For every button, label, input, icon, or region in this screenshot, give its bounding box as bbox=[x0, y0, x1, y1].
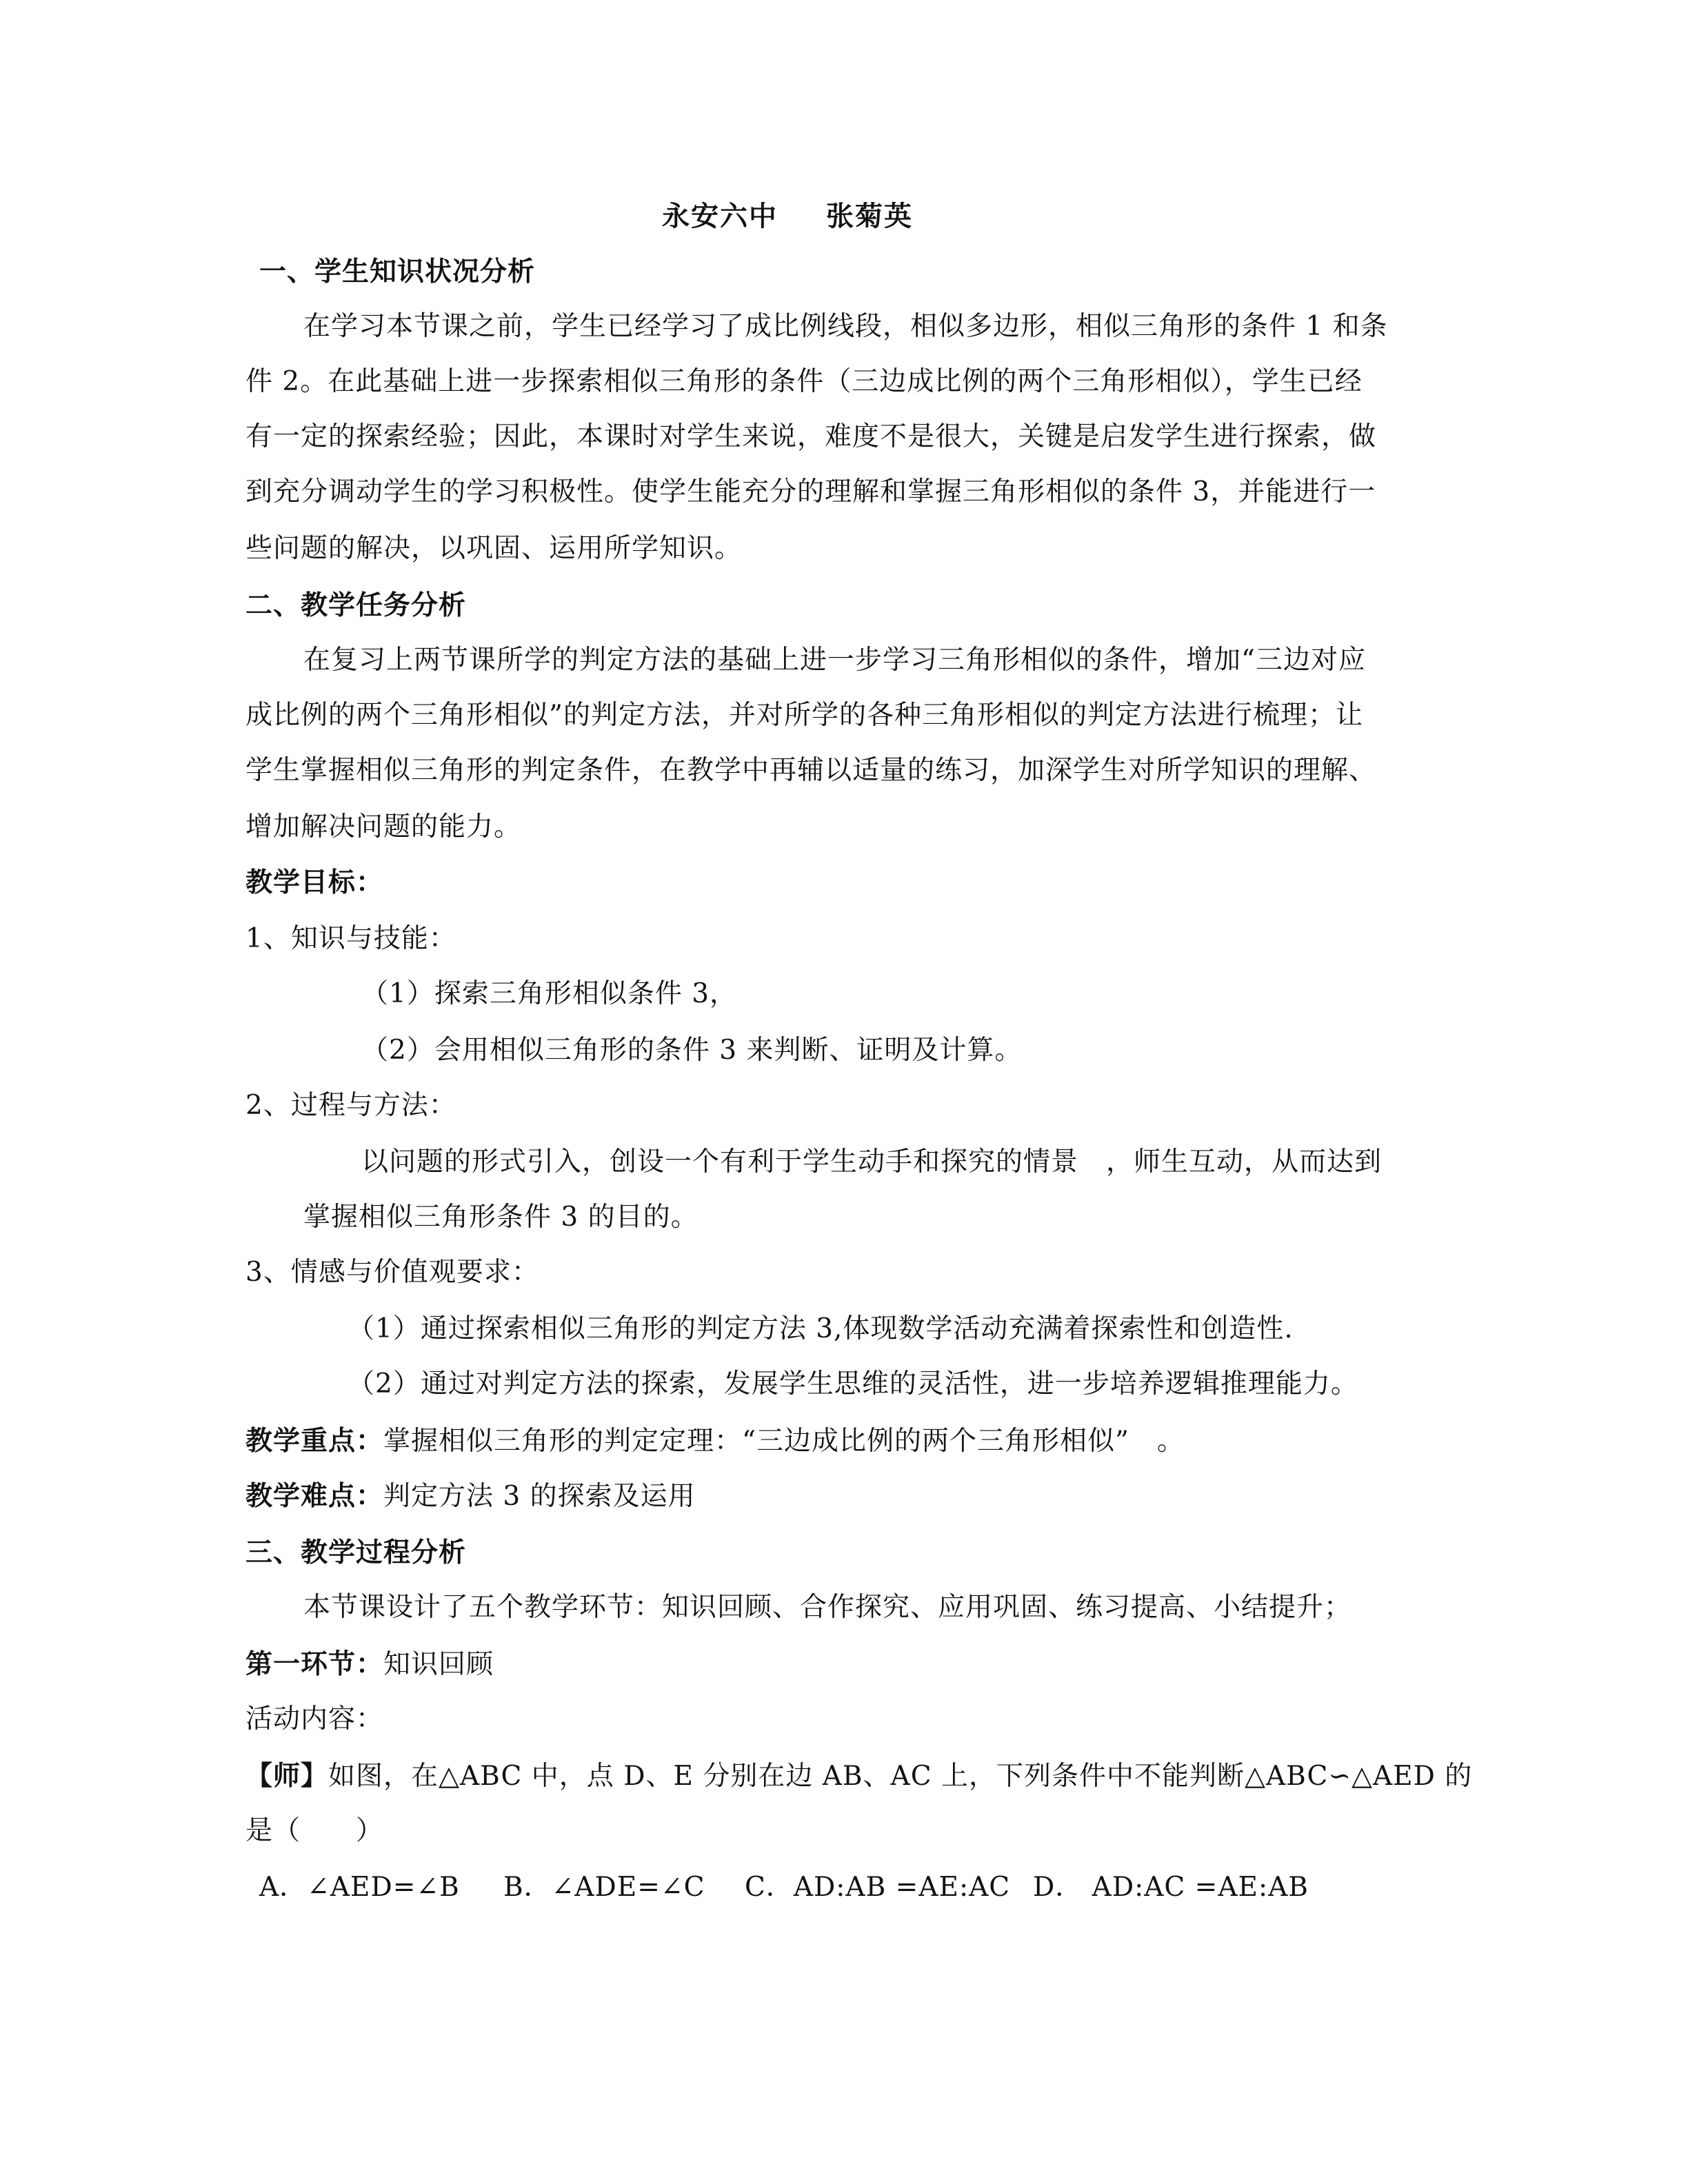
goal-item-1a: （1）探索三角形相似条件 3， bbox=[361, 978, 738, 1009]
section-3-intro: 本节课设计了五个教学环节：知识回顾、合作探究、应用巩固、练习提高、小结提升； bbox=[303, 1592, 1352, 1623]
question-line-2: 是（ ） bbox=[245, 1815, 384, 1846]
goal-item-1b: （2）会用相似三角形的条件 3 来判断、证明及计算。 bbox=[361, 1035, 1023, 1066]
goal-item-2b: 掌握相似三角形条件 3 的目的。 bbox=[303, 1202, 699, 1233]
goals-heading: 教学目标： bbox=[245, 867, 384, 898]
option-a: A．∠AED=∠B bbox=[259, 1872, 460, 1903]
question-line-1 bbox=[245, 1759, 1472, 1793]
paragraph-line: 成比例的两个三角形相似”的判定方法，并对所学的各种三角形相似的判定方法进行梳理；让 bbox=[245, 700, 1363, 731]
stage-1-label: 第一环节： bbox=[245, 1648, 384, 1680]
paragraph-line: 件 2。在此基础上进一步探索相似三角形的条件（三边成比例的两个三角形相似），学生已经 bbox=[245, 366, 1363, 397]
goal-item-3b: （2）通过对判定方法的探索，发展学生思维的灵活性，进一步培养逻辑推理能力。 bbox=[348, 1368, 1358, 1399]
header-line bbox=[662, 200, 913, 233]
stage-1-text: 知识回顾 bbox=[383, 1649, 494, 1680]
section-heading-2: 二、教学任务分析 bbox=[245, 589, 467, 621]
key-point-label: 教学重点： bbox=[245, 1425, 384, 1457]
goal-item-1: 1、知识与技能： bbox=[245, 923, 456, 954]
paragraph-line: 学生掌握相似三角形的判定条件，在教学中再辅以适量的练习，加深学生对所学知识的理解、 bbox=[245, 755, 1377, 786]
goal-item-3: 3、情感与价值观要求： bbox=[245, 1257, 539, 1288]
question-tag: 【师】 bbox=[245, 1760, 329, 1792]
paragraph-line: 有一定的探索经验；因此，本课时对学生来说，难度不是很大，关键是启发学生进行探索，做 bbox=[245, 421, 1377, 452]
difficult-point bbox=[245, 1479, 696, 1513]
section-heading-1: 一、学生知识状况分析 bbox=[259, 256, 536, 287]
option-b: B．∠ADE=∠C bbox=[503, 1872, 705, 1903]
goal-item-2a-tail: ，师生互动，从而达到 bbox=[1106, 1146, 1383, 1177]
goal-item-3a: （1）通过探索相似三角形的判定方法 3,体现数学活动充满着探索性和创造性. bbox=[348, 1313, 1294, 1344]
option-d: D． AD:AC =AE:AB bbox=[1033, 1872, 1309, 1903]
key-point bbox=[245, 1424, 1185, 1458]
question-text: 如图，在△ABC 中，点 D、E 分别在边 AB、AC 上，下列条件中不能判断△ABC∽△AED 的 bbox=[328, 1761, 1473, 1792]
school-name: 永安六中 bbox=[662, 200, 778, 232]
goal-item-2a-text: 以问题的形式引入，创设一个有利于学生动手和探究的情景 bbox=[361, 1146, 1079, 1177]
section-heading-3: 三、教学过程分析 bbox=[245, 1537, 467, 1568]
goal-item-2a bbox=[361, 1146, 1382, 1179]
key-point-tail: 。 bbox=[1156, 1426, 1185, 1457]
activity-label: 活动内容： bbox=[245, 1703, 384, 1735]
goal-item-2: 2、过程与方法： bbox=[245, 1090, 456, 1121]
paragraph-line: 在复习上两节课所学的判定方法的基础上进一步学习三角形相似的条件，增加“三边对应 bbox=[303, 645, 1366, 676]
author-name: 张菊英 bbox=[826, 200, 913, 232]
paragraph-line: 在学习本节课之前，学生已经学习了成比例线段，相似多边形，相似三角形的条件 1 和条 bbox=[303, 311, 1388, 342]
option-c: C．AD:AB =AE:AC bbox=[745, 1872, 1011, 1903]
stage-1 bbox=[245, 1648, 494, 1681]
key-point-text: 掌握相似三角形的判定定理：“三边成比例的两个三角形相似” bbox=[383, 1426, 1129, 1457]
paragraph-line: 增加解决问题的能力。 bbox=[245, 811, 522, 842]
paragraph-line: 到充分调动学生的学习积极性。使学生能充分的理解和掌握三角形相似的条件 3，并能进行一 bbox=[245, 476, 1376, 507]
paragraph-line: 些问题的解决，以巩固、运用所学知识。 bbox=[245, 533, 743, 564]
difficult-point-text: 判定方法 3 的探索及运用 bbox=[383, 1481, 696, 1512]
difficult-point-label: 教学难点： bbox=[245, 1480, 384, 1512]
